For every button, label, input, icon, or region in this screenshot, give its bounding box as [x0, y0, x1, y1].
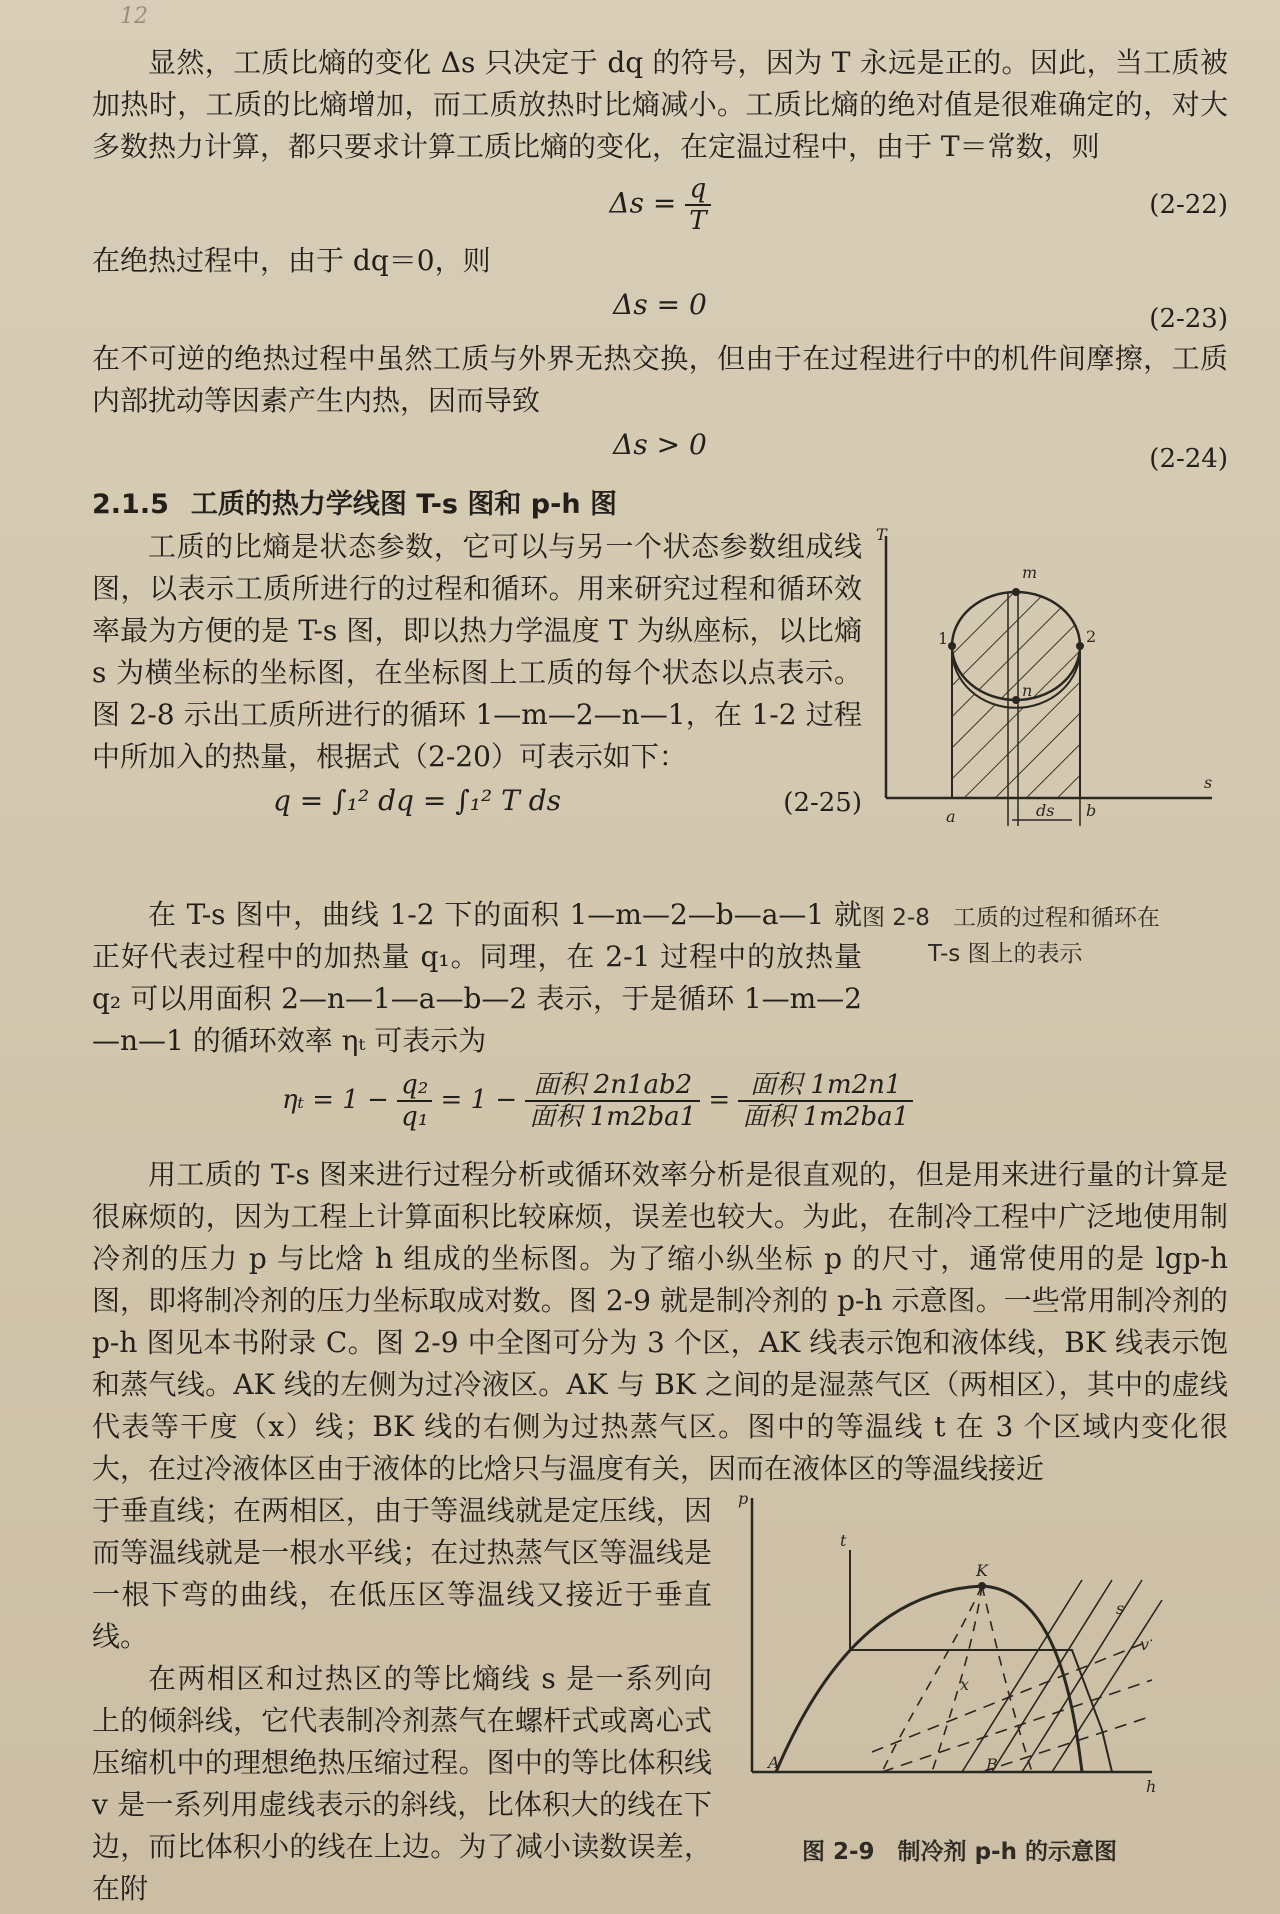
- eq23-text: Δs = 0: [613, 288, 707, 321]
- equation-2-22: [92, 168, 1228, 240]
- eq25-text: q = ∫₁² dq = ∫₁² T ds: [272, 784, 562, 817]
- eff-f3-den: 面积 1m2ba1: [742, 1102, 910, 1132]
- eq24-number: (2-24): [1149, 444, 1228, 474]
- figure-2-8: [862, 526, 1228, 972]
- point-2: [1076, 642, 1084, 650]
- cycle-curve: [952, 592, 1080, 700]
- paragraph-8: 在两相区和过热区的等比熵线 s 是一系列向上的倾斜线，它代表制冷剂蒸气在螺杆式或离心式压缩机中的理想绝热压缩过程。图中的等比体积线 v 是一系列用虚线表示的斜线，比体积大的线在下边，而比体积小的线在上边。为了减小读数误差，在附: [92, 1662, 712, 1905]
- point-1: [948, 642, 956, 650]
- label-K: K: [976, 1561, 988, 1580]
- figure-2-9: [712, 1490, 1228, 1910]
- fig28-caption-2: T-s 图上的表示: [928, 941, 1083, 967]
- eff-f3-num: 面积 1m2n1: [738, 1070, 913, 1102]
- section-heading: [92, 484, 1228, 526]
- p-axis-label: p: [738, 1490, 749, 1508]
- eq24-text: Δs > 0: [613, 428, 707, 461]
- label-v: v: [1140, 1635, 1150, 1654]
- paragraph-6: 用工质的 T-s 图来进行过程分析或循环效率分析是很直观的，但是用来进行量的计算是很麻烦的，因为工程上计算面积比较麻烦，误差也较大。为此，在制冷工程中广泛地使用制冷剂的压力 p 与比焓 h 组成的坐标图。为了缩小纵坐标 p 的尺寸，通常使用的是 lgp-h 图，即将制冷剂的压力坐标取成对数。图 2-9 就是制冷剂的 p-h 示意图。一些常用制冷剂的 p-h 图见本书附录 C。图 2-9 中全图可分为 3 个区，AK 线表示饱和液体线，BK 线表示饱和蒸气线。AK 线的左侧为过冷液区。AK 与 BK 之间的是湿蒸气区（两相区），其中的虚线代表等干度（x）线；BK 线的右侧为过热蒸气区。图中的等温线 t 在 3 个区域内变化很大，在过冷液体区由于液体的比焓只与温度有关，因而在液体区的等温线接近: [92, 1158, 1229, 1485]
- label-B: B: [986, 1755, 998, 1774]
- paragraph-5: 在 T-s 图中，曲线 1-2 下的面积 1—m—2—b—a—1 就正好代表过程中的加热量 q₁。同理，在 2-1 过程中的放热量 q₂ 可以用面积 2—n—1—a—b—2 表示，于是循环 1—m—2—n—1 的循环效率 ηₜ 可表示为: [92, 898, 862, 1057]
- eq22-number: (2-22): [1149, 190, 1228, 220]
- label-1: 1: [938, 629, 949, 648]
- t-axis-label: T: [876, 526, 887, 544]
- point-n: [1012, 696, 1020, 704]
- label-a: a: [946, 807, 956, 826]
- paragraph-3: 在不可逆的绝热过程中虽然工质与外界无热交换，但由于在过程进行中的机件间摩擦，工质内部扰动等因素产生内热，因而导致: [92, 342, 1228, 417]
- ph-section: [92, 1490, 1228, 1910]
- eff-f2-num: 面积 2n1ab2: [525, 1070, 700, 1102]
- equation-2-24: [92, 422, 1228, 478]
- equation-2-23: [92, 282, 1228, 338]
- eq22-numerator: q: [685, 174, 710, 206]
- paragraph-4: 工质的比熵是状态参数，它可以与另一个状态参数组成线图，以表示工质所进行的过程和循环。用来研究过程和循环效率最为方便的是 T-s 图，即以热力学温度 T 为纵座标，以比熵 s 为横坐标的坐标图，在坐标图上工质的每个状态以点表示。图 2-8 示出工质所进行的循环 1—m—2—n—1，在 1-2 过程中所加入的热量，根据式（2-20）可表示如下：: [92, 530, 862, 773]
- label-A: A: [768, 1753, 780, 1772]
- point-m: [1012, 588, 1020, 596]
- label-n: n: [1022, 681, 1033, 700]
- label-t: t: [840, 1531, 847, 1550]
- saturation-dome: [776, 1586, 1082, 1772]
- paragraph-7: 于垂直线；在两相区，由于等温线就是定压线，因而等温线就是一根水平线；在过热蒸气区等温线是一根下弯的曲线，在低压区等温线又接近于垂直线。: [92, 1494, 712, 1653]
- label-ds: ds: [1036, 801, 1055, 820]
- fig28-caption-1: 图 2-8 工质的过程和循环在: [862, 905, 1160, 931]
- eff-eq: =: [708, 1085, 731, 1115]
- constant-volume-lines: [872, 1640, 1152, 1772]
- ts-diagram: [862, 526, 1228, 886]
- label-m: m: [1022, 563, 1038, 582]
- section-number: 2.1.5: [92, 489, 169, 520]
- label-x: x: [960, 1675, 970, 1694]
- s-axis-label: s: [1204, 773, 1213, 792]
- paragraph-1: 显然，工质比熵的变化 Δs 只决定于 dq 的符号，因为 T 永远是正的。因此，当工质被加热时，工质的比熵增加，而工质放热时比熵减小。工质比熵的绝对值是很难确定的，对大多数热力计算，都只要求计算工质比熵的变化，在定温过程中，由于 T＝常数，则: [92, 46, 1228, 163]
- label-b: b: [1086, 801, 1097, 820]
- eq25-number: (2-25): [783, 788, 862, 818]
- h-axis-label: h: [1146, 1777, 1157, 1796]
- efficiency-equation: [92, 1062, 1228, 1154]
- eff-f1-num: q₂: [397, 1070, 432, 1102]
- section-title: 工质的热力学线图 T-s 图和 p-h 图: [190, 489, 617, 520]
- eff-f2-den: 面积 1m2ba1: [529, 1102, 697, 1132]
- eff-lhs: ηₜ = 1 −: [282, 1085, 389, 1115]
- paragraph-2: 在绝热过程中，由于 dq＝0，则: [92, 244, 491, 277]
- eff-mid: = 1 −: [440, 1085, 518, 1115]
- eq22-denominator: T: [689, 206, 707, 236]
- label-2: 2: [1086, 627, 1097, 646]
- ph-diagram: [732, 1490, 1172, 1820]
- eff-f1-den: q₁: [401, 1102, 429, 1132]
- eq23-number: (2-23): [1149, 304, 1228, 334]
- equation-2-25: [92, 778, 862, 838]
- page-number: 12: [120, 4, 148, 29]
- eq22-lhs: Δs =: [609, 186, 677, 220]
- label-s: s: [1116, 1599, 1125, 1618]
- fig29-caption: 图 2-9 制冷剂 p-h 的示意图: [802, 1839, 1117, 1865]
